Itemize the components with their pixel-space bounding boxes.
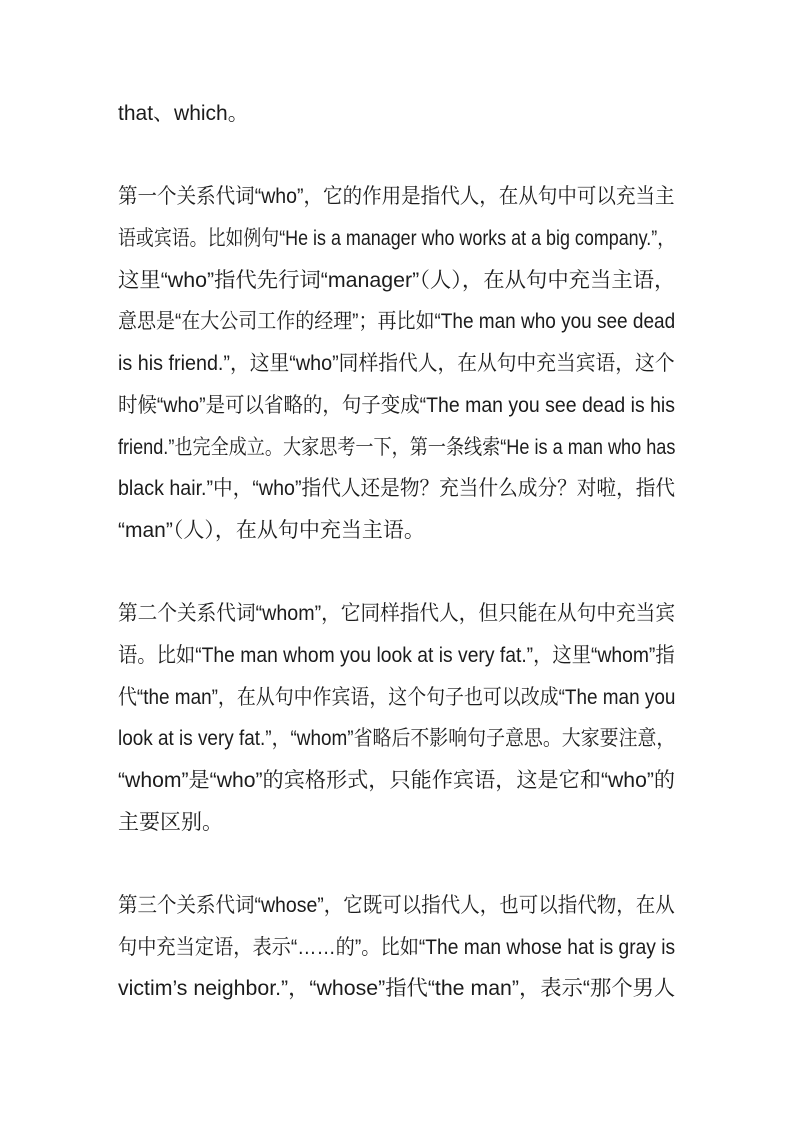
text-line	[118, 802, 675, 844]
paragraph	[118, 93, 675, 135]
text-line-content: 句中充当定语，表示“……的”。比如“The man whose hat is gray is	[118, 935, 676, 959]
text-line-content: 这里“who”指代先行词“manager”（人），在从句中充当主语，	[118, 268, 676, 292]
text-line-content: “man”（人），在从句中充当主语。	[118, 518, 425, 542]
text-line-content: friend.”也完全成立。大家思考一下，第一条线索“He is a man who has	[118, 435, 676, 459]
text-line-content: that、which。	[118, 102, 249, 125]
text-line-content: 第三个关系代词“whose”，它既可以指代人，也可以指代物，在从	[118, 894, 675, 918]
text-line-content: 第一个关系代词“who”，它的作用是指代人，在从句中可以充当主	[118, 185, 675, 209]
text-line-content: 第二个关系代词“whom”，它同样指代人，但只能在从句中充当宾	[118, 602, 676, 626]
text-line	[118, 760, 675, 802]
text-line-content: 语。比如“The man whom you look at is very fat.”，这里“whom”指	[118, 643, 675, 667]
text-line	[118, 343, 675, 385]
text-line-content: 主要区别。	[118, 810, 223, 834]
text-line	[118, 677, 675, 719]
text-line	[118, 93, 675, 135]
text-line	[118, 510, 675, 552]
text-line-content: 时候“who”是可以省略的，句子变成“The man you see dead is his	[118, 393, 675, 417]
text-line-content: 意思是“在大公司工作的经理”；再比如“The man who you see dead	[118, 310, 676, 334]
document-text-column	[118, 93, 675, 1010]
text-line	[118, 927, 675, 969]
text-line	[118, 718, 675, 760]
text-line	[118, 885, 675, 927]
text-line-content: 语或宾语。比如例句“He is a manager who works at a big company.”，	[118, 227, 676, 251]
text-line	[118, 427, 675, 469]
text-line	[118, 176, 675, 218]
text-line	[118, 468, 675, 510]
text-line	[118, 385, 675, 427]
paragraph	[118, 593, 675, 843]
text-line	[118, 968, 675, 1010]
text-line	[118, 260, 675, 302]
text-line	[118, 218, 675, 260]
text-line-content: is his friend.”，这里“who”同样指代人，在从句中充当宾语，这个	[118, 352, 675, 376]
text-line-content: black hair.”中，“who”指代人还是物？充当什么成分？对啦，指代	[118, 477, 676, 501]
text-line	[118, 635, 675, 677]
text-line-content: victim’s neighbor.”，“whose”指代“the man”，表示“那个男人	[118, 977, 676, 1001]
text-line	[118, 301, 675, 343]
text-line	[118, 593, 675, 635]
text-line-content: “whom”是“who”的宾格形式，只能作宾语，这是它和“who”的	[118, 769, 676, 792]
text-line-content: look at is very fat.”，“whom”省略后不影响句子意思。大家要注意，	[118, 727, 676, 751]
paragraph	[118, 176, 675, 551]
paragraph	[118, 885, 675, 1010]
text-line-content: 代“the man”，在从句中作宾语，这个句子也可以改成“The man you	[118, 685, 676, 709]
